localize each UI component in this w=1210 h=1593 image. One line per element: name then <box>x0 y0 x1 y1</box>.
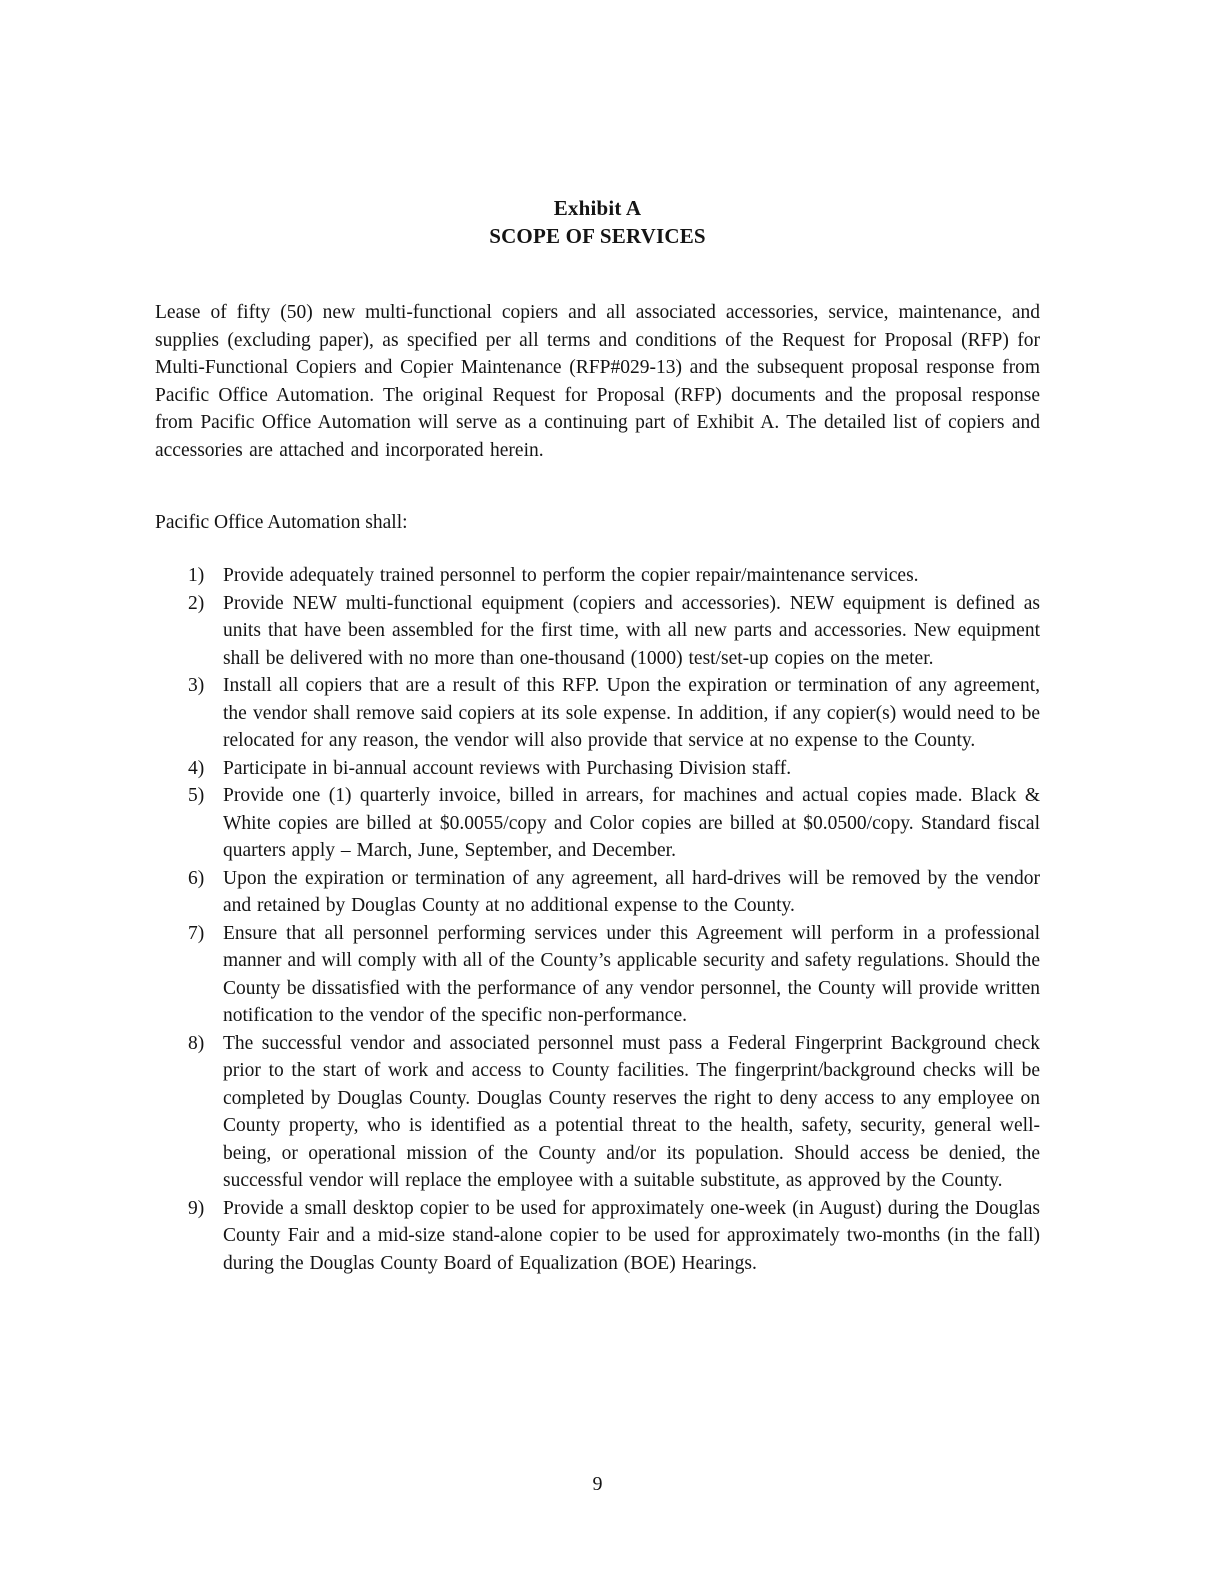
obligations-list <box>155 562 1040 1277</box>
list-item <box>155 865 1040 920</box>
item-number: 9) <box>188 1197 205 1219</box>
document-header <box>155 194 1040 250</box>
item-text: Provide adequately trained personnel to perform the copier repair/maintenance services. <box>223 565 919 586</box>
exhibit-title: Exhibit A <box>553 196 642 220</box>
list-item <box>155 672 1040 755</box>
item-text: Provide a small desktop copier to be used for approximately one-week (in August) during the Douglas County Fair and a mid-size stand-alone copier to be used for approximately two-months (in the fall) during the Douglas County Board of Equalization (BOE) Hearings. <box>223 1197 1040 1274</box>
item-text: Upon the expiration or termination of any agreement, all hard-drives will be removed by the vendor and retained by Douglas County at no additional expense to the County. <box>223 867 1040 916</box>
list-item <box>155 590 1040 673</box>
item-number: 5) <box>188 785 205 806</box>
item-text: Participate in bi-annual account reviews with Purchasing Division staff. <box>223 757 792 779</box>
list-item <box>155 1195 1040 1278</box>
list-item <box>155 920 1040 1030</box>
item-number: 6) <box>188 867 205 889</box>
page-number: 9 <box>592 1473 603 1495</box>
item-text: Provide NEW multi-functional equipment (copiers and accessories). NEW equipment is defined as units that have been assembled for the first time, with all new parts and accessories. New equipment shall be delivered with no more than one-thousand (1000) test/set-up copies on the meter. <box>223 592 1040 669</box>
item-number: 7) <box>188 922 205 944</box>
list-item <box>155 755 1040 783</box>
item-number: 8) <box>188 1032 205 1054</box>
list-item <box>155 1030 1040 1195</box>
list-item <box>155 782 1040 865</box>
section-lead: Pacific Office Automation shall: <box>155 512 408 533</box>
item-text: Provide one (1) quarterly invoice, billed in arrears, for machines and actual copies made. Black & White copies are billed at $0.0055/copy and Color copies are billed at $0.0500/copy. Standard fiscal quarters apply – March, June, September, and December. <box>223 785 1040 861</box>
intro-paragraph: Lease of fifty (50) new multi-functional copiers and all associated accessories, service, maintenance, and supplies (excluding paper), as specified per all terms and conditions of the Request for Proposal (RFP) for Multi-Functional Copiers and Copier Maintenance (RFP#029-13) and the subsequent proposal response from Pacific Office Automation. The original Request for Proposal (RFP) documents and the proposal response from Pacific Office Automation will serve as a continuing part of Exhibit A. The detailed list of copiers and accessories are attached and incorporated herein. <box>155 302 1040 461</box>
item-text: Ensure that all personnel performing services under this Agreement will perform in a professional manner and will comply with all of the County’s applicable security and safety regulations. Should the County be dissatisfied with the performance of any vendor personnel, the County will provide written notification to the vendor of the specific non-performance. <box>223 922 1040 1026</box>
item-text: Install all copiers that are a result of this RFP. Upon the expiration or termination of any agreement, the vendor shall remove said copiers at its sole expense. In addition, if any copier(s) would need to be relocated for any reason, the vendor will also provide that service at no expense to the County. <box>223 675 1040 751</box>
item-number: 4) <box>188 757 205 779</box>
scope-of-services-title: SCOPE OF SERVICES <box>489 224 706 248</box>
item-text: The successful vendor and associated personnel must pass a Federal Fingerprint Background check prior to the start of work and access to County facilities. The fingerprint/background checks will be completed by Douglas County. Douglas County reserves the right to deny access to any employee on County property, who is identified as a potential threat to the health, safety, security, general well-being, or operational mission of the County and/or its population. Should access be denied, the successful vendor will replace the employee with a suitable substitute, as approved by the County. <box>223 1032 1040 1191</box>
item-number: 2) <box>188 592 205 614</box>
list-item <box>155 562 1040 590</box>
item-number: 3) <box>188 675 205 696</box>
item-number: 1) <box>188 565 205 586</box>
